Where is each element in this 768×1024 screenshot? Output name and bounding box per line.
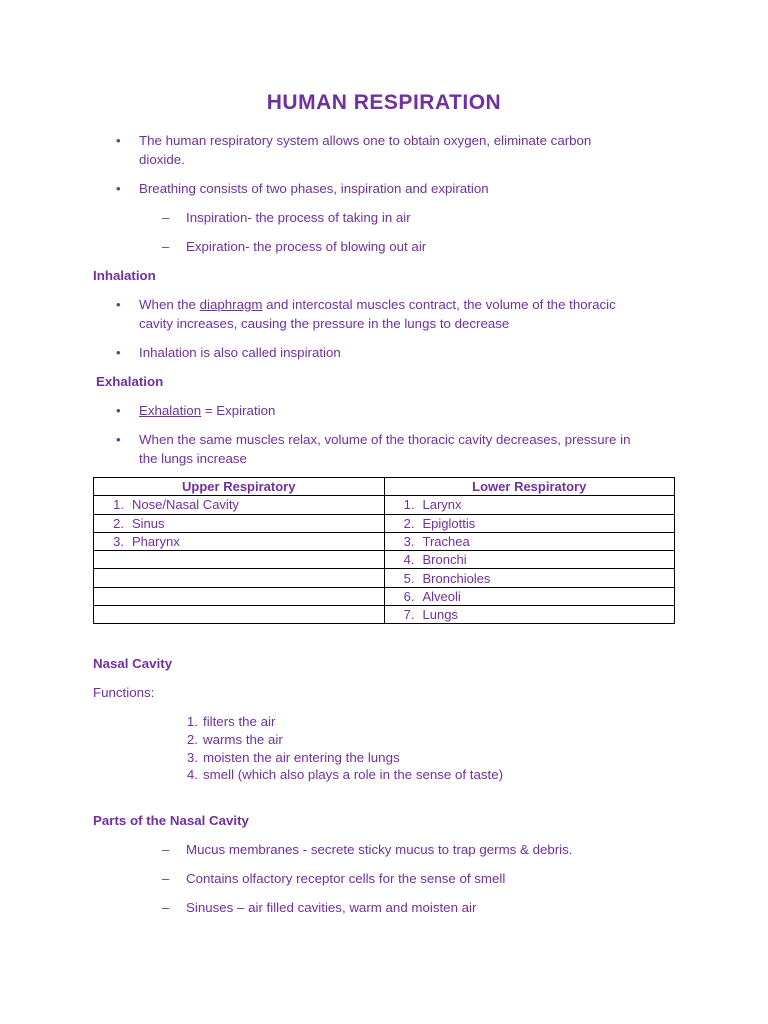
list-number: 1.: [186, 714, 198, 729]
exhalation-bullet-2-line-1: When the same muscles relax, volume of the thoracic cavity decreases, pressure in: [139, 432, 631, 447]
table-row: [94, 532, 675, 550]
list-number: 3.: [186, 750, 198, 765]
inhalation-bullet-1-line-1: [139, 295, 616, 314]
table-cell: [384, 514, 675, 532]
nasal-cavity-heading: Nasal Cavity: [93, 656, 173, 671]
list-number: 2.: [403, 515, 415, 531]
exhalation-heading: Exhalation: [96, 374, 164, 389]
bullet-marker: •: [116, 297, 121, 312]
intro-bullet-1-line-1: The human respiratory system allows one to obtain oxygen, eliminate carbon: [139, 133, 592, 148]
diaphragm-link[interactable]: diaphragm: [199, 297, 263, 312]
function-item: [180, 765, 503, 784]
list-number: 2.: [186, 732, 198, 747]
table-cell-empty: [94, 569, 385, 587]
function-item: [180, 712, 275, 731]
intro-sub-2: Expiration- the process of blowing out air: [186, 239, 427, 254]
table-cell: [384, 569, 675, 587]
lower-item: Trachea: [422, 534, 470, 550]
table-cell-empty: [94, 587, 385, 605]
intro-bullet-2: Breathing consists of two phases, inspiration and expiration: [139, 181, 489, 196]
upper-respiratory-header: Upper Respiratory: [94, 478, 385, 496]
intro-bullet-1-line-2: dioxide.: [139, 152, 185, 167]
lower-item: Lungs: [422, 607, 458, 623]
parts-item-2: Contains olfactory receptor cells for the sense of smell: [186, 871, 506, 886]
function-text: warms the air: [203, 732, 283, 747]
list-number: 2.: [113, 515, 124, 531]
list-number: 1.: [403, 497, 415, 513]
bullet-marker: •: [116, 345, 121, 360]
function-text: moisten the air entering the lungs: [203, 750, 400, 765]
list-number: 3.: [403, 534, 415, 550]
table-cell: [94, 532, 385, 550]
list-number: 6.: [403, 588, 415, 604]
bullet-marker: •: [116, 181, 121, 196]
dash-marker: –: [162, 900, 170, 915]
table-cell: [384, 496, 675, 514]
list-number: 4.: [403, 552, 415, 568]
exhalation-bullet-1: [139, 401, 275, 420]
intro-sub-1: Inspiration- the process of taking in air: [186, 210, 411, 225]
parts-item-1: Mucus membranes - secrete sticky mucus to trap germs & debris.: [186, 842, 573, 857]
list-number: 1.: [113, 497, 124, 513]
respiratory-table: [93, 477, 675, 624]
table-row: [94, 606, 675, 624]
bullet-marker: •: [116, 403, 121, 418]
dash-marker: –: [162, 871, 170, 886]
table-row: [94, 514, 675, 532]
table-cell-empty: [94, 606, 385, 624]
function-text: filters the air: [203, 714, 276, 729]
inhalation-heading: Inhalation: [93, 268, 156, 283]
lower-item: Larynx: [422, 497, 462, 513]
table-cell: [384, 551, 675, 569]
table-cell: [384, 532, 675, 550]
text-span: = Expiration: [201, 403, 276, 418]
table-cell: [384, 587, 675, 605]
list-number: 5.: [403, 570, 415, 586]
upper-item: Pharynx: [132, 534, 180, 550]
table-row: [94, 496, 675, 514]
lower-item: Alveoli: [422, 588, 461, 604]
table-header-row: [94, 478, 675, 496]
dash-marker: –: [162, 842, 170, 857]
exhalation-bullet-2-line-2: the lungs increase: [139, 451, 247, 466]
text-span: When the: [139, 297, 200, 312]
parts-heading: Parts of the Nasal Cavity: [93, 813, 249, 828]
table-row: [94, 587, 675, 605]
function-text: smell (which also plays a role in the sense of taste): [203, 767, 504, 782]
bullet-marker: •: [116, 432, 121, 447]
inhalation-bullet-2: Inhalation is also called inspiration: [139, 345, 341, 360]
page-title: HUMAN RESPIRATION: [266, 91, 502, 114]
table-cell: [94, 514, 385, 532]
exhalation-link[interactable]: Exhalation: [139, 403, 202, 418]
lower-item: Epiglottis: [422, 515, 476, 531]
upper-item: Sinus: [132, 515, 165, 531]
table-cell: [94, 496, 385, 514]
dash-marker: –: [162, 210, 170, 225]
lower-respiratory-header: Lower Respiratory: [384, 478, 675, 496]
dash-marker: –: [162, 239, 170, 254]
list-number: 4.: [186, 767, 198, 782]
inhalation-bullet-1-line-2: cavity increases, causing the pressure in the lungs to decrease: [139, 316, 510, 331]
upper-item: Nose/Nasal Cavity: [132, 497, 239, 513]
text-span: and intercostal muscles contract, the volume of the thoracic: [262, 297, 616, 312]
table-cell-empty: [94, 551, 385, 569]
functions-label: Functions:: [93, 685, 155, 700]
list-number: 7.: [403, 607, 415, 623]
lower-item: Bronchioles: [422, 570, 491, 586]
function-item: [180, 730, 283, 749]
bullet-marker: •: [116, 133, 121, 148]
lower-item: Bronchi: [422, 552, 467, 568]
table-row: [94, 551, 675, 569]
list-number: 3.: [113, 534, 124, 550]
table-row: [94, 569, 675, 587]
table-cell: [384, 606, 675, 624]
parts-item-3: Sinuses – air filled cavities, warm and moisten air: [186, 900, 477, 915]
